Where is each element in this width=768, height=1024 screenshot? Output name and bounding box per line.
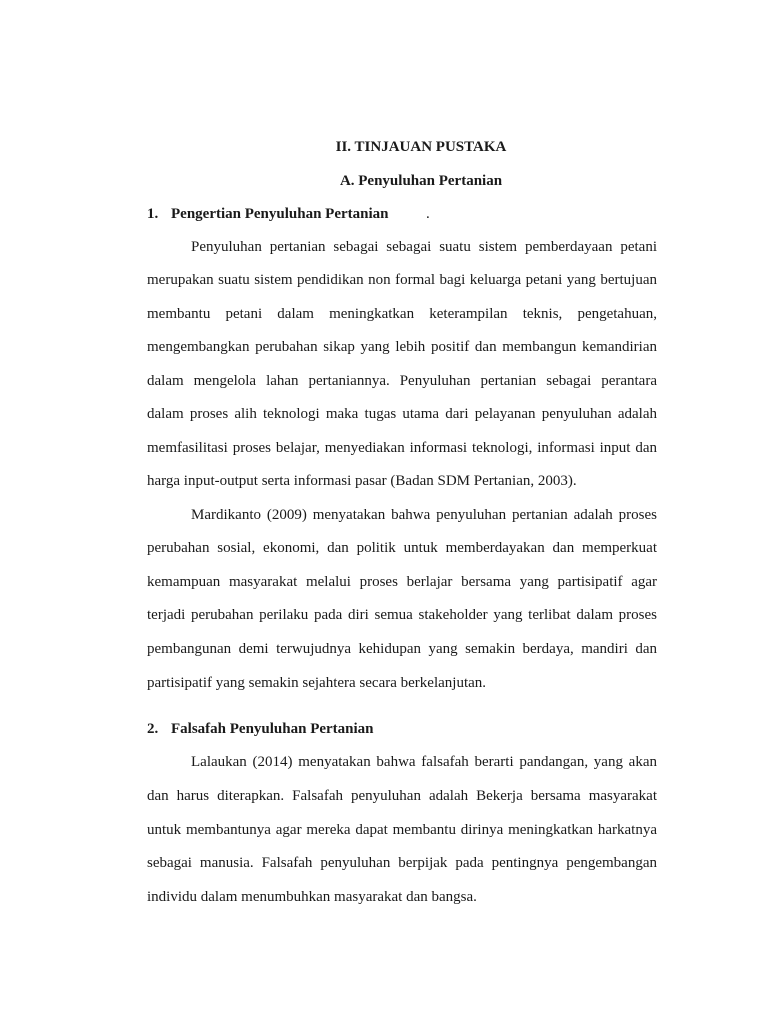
- paragraph-line: membantu petani dalam meningkatkan keterampilan teknis, pengetahuan,: [147, 306, 657, 322]
- stray-mark: .: [426, 206, 430, 222]
- chapter-title: II. TINJAUAN PUSTAKA: [335, 139, 507, 155]
- subsection-title: Pengertian Penyuluhan Pertanian: [171, 206, 389, 222]
- section-title: A. Penyuluhan Pertanian: [339, 173, 503, 189]
- paragraph-line: pembangunan demi terwujudnya kehidupan yang semakin berdaya, mandiri dan: [147, 641, 657, 657]
- subsection-number: 2.: [147, 721, 159, 737]
- subsection-1-heading: [147, 204, 657, 224]
- paragraph-line: kemampuan masyarakat melalui proses berlajar bersama yang partisipatif agar: [147, 574, 657, 590]
- subsection-number: 1.: [147, 206, 159, 222]
- subsection-2-heading: [147, 719, 657, 739]
- paragraph-line: merupakan suatu sistem pendidikan non formal bagi keluarga petani yang bertujuan: [147, 272, 657, 288]
- subsection-title: Falsafah Penyuluhan Pertanian: [171, 721, 374, 737]
- paragraph-line: memfasilitasi proses belajar, menyediakan informasi teknologi, informasi input dan: [147, 440, 657, 456]
- paragraph-line: dan harus diterapkan. Falsafah penyuluhan adalah Bekerja bersama masyarakat: [147, 788, 657, 804]
- paragraph-line: mengembangkan perubahan sikap yang lebih positif dan membangun kemandirian: [147, 339, 657, 355]
- paragraph-line: Lalaukan (2014) menyatakan bahwa falsafah berarti pandangan, yang akan: [191, 754, 657, 770]
- paragraph-line: untuk membantunya agar mereka dapat membantu dirinya meningkatkan harkatnya: [147, 822, 657, 838]
- paragraph-line: dalam proses alih teknologi maka tugas utama dari pelayanan penyuluhan adalah: [147, 406, 657, 422]
- paragraph-line: terjadi perubahan perilaku pada diri semua stakeholder yang terlibat dalam proses: [147, 607, 657, 623]
- paragraph-line: partisipatif yang semakin sejahtera secara berkelanjutan.: [147, 675, 487, 691]
- paragraph-line: individu dalam menumbuhkan masyarakat dan bangsa.: [147, 889, 477, 905]
- paragraph-line: Penyuluhan pertanian sebagai sebagai suatu sistem pemberdayaan petani: [191, 239, 657, 255]
- paragraph-line: Mardikanto (2009) menyatakan bahwa penyuluhan pertanian adalah proses: [191, 507, 657, 523]
- paragraph-line: dalam mengelola lahan pertaniannya. Penyuluhan pertanian sebagai perantara: [147, 373, 657, 389]
- paragraph-line: harga input-output serta informasi pasar (Badan SDM Pertanian, 2003).: [147, 473, 577, 489]
- paragraph-line: sebagai manusia. Falsafah penyuluhan berpijak pada pentingnya pengembangan: [147, 855, 657, 871]
- paragraph-line: perubahan sosial, ekonomi, dan politik untuk memberdayakan dan memperkuat: [147, 540, 657, 556]
